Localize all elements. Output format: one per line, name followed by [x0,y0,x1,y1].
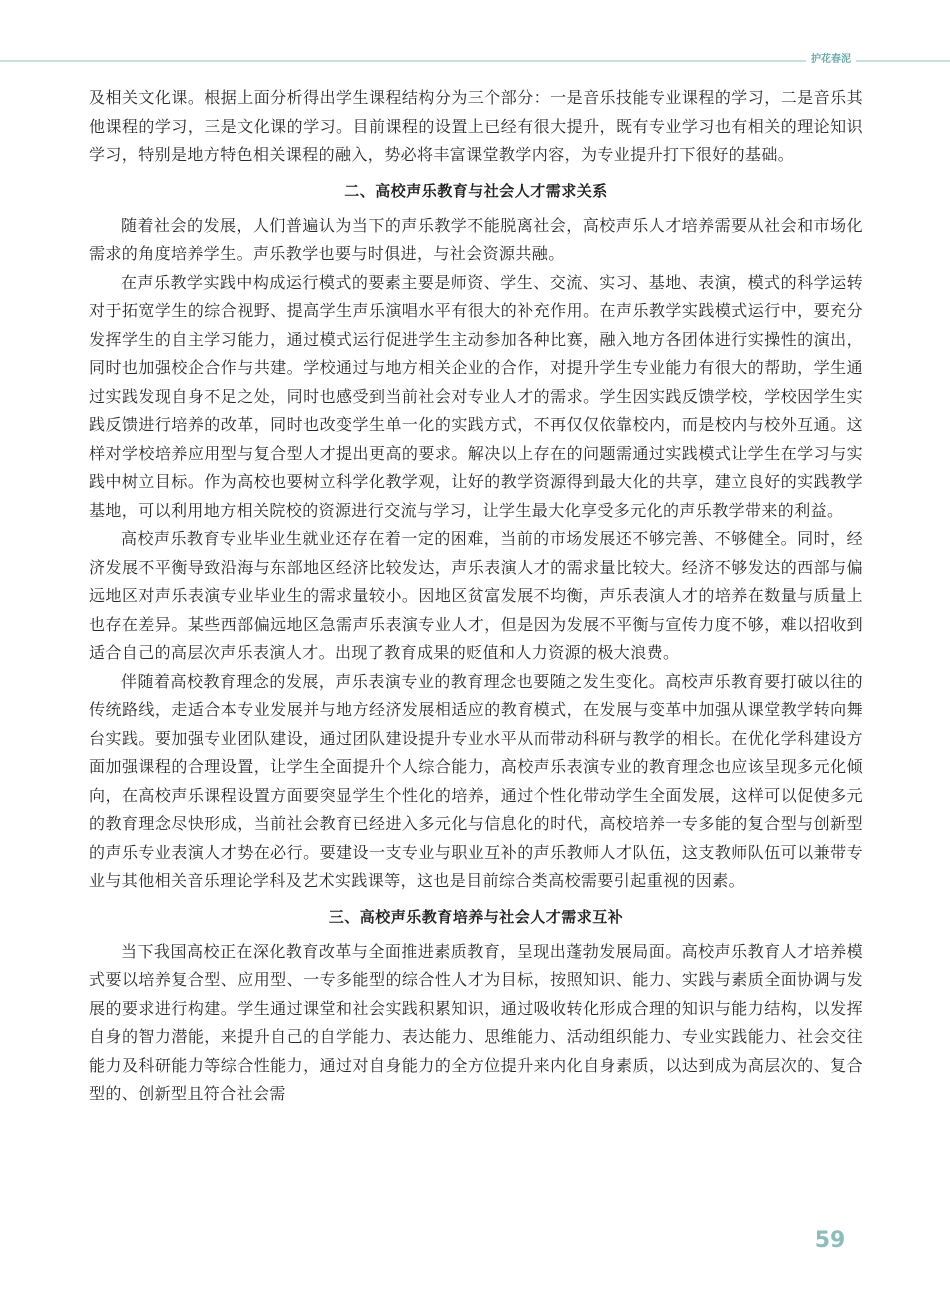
paragraph: 在声乐教学实践中构成运行模式的要素主要是师资、学生、交流、实习、基地、表演，模式的科学运转对于拓宽学生的综合视野、提高学生声乐演唱水平有很大的补充作用。在声乐教学实践模式运行中，要充分发挥学生的自主学习能力，通过模式运行促进学生主动参加各种比赛，融入地方各团体进行实操性的演出，同时也加强校企合作与共建。学校通过与地方相关企业的合作，对提升学生专业能力有很大的帮助，学生通过实践发现自身不足之处，同时也感受到当前社会对专业人才的需求。学生因实践反馈学校，学校因学生实践反馈进行培养的改革，同时也改变学生单一化的实践方式，不再仅仅依靠校内，而是校内与校外互通。这样对学校培养应用型与复合型人才提出更高的要求。解决以上存在的问题需通过实践模式让学生在学习与实践中树立目标。作为高校也要树立科学化教学观，让好的教学资源得到最大化的共享，建立良好的实践教学基地，可以利用地方相关院校的资源进行交流与学习，让学生最大化享受多元化的声乐教学带来的利益。 [89,272,863,520]
section-heading-3: 三、高校声乐教育培养与社会人才需求互补 [328,907,624,926]
paragraph: 高校声乐教育专业毕业生就业还存在着一定的困难，当前的市场发展还不够完善、不够健全。同时，经济发展不平衡导致沿海与东部地区经济比较发达，声乐表演人才的需求量比较大。经济不够发达的西部与偏远地区对声乐表演专业毕业生的需求量较小。因地区贫富发展不均衡，声乐表演人才的培养在数量与质量上也存在差异。某些西部偏远地区急需声乐表演专业人才，但是因为发展不平衡与宣传力度不够，难以招收到适合自己的高层次声乐表演人才。出现了教育成果的贬值和人力资源的极大浪费。 [89,529,863,662]
header-rule-left [0,60,806,62]
article-body [89,84,863,1109]
page-number: 59 [814,1228,846,1253]
paragraph: 伴随着高校教育理念的发展，声乐表演专业的教育理念也要随之发生变化。高校声乐教育要打破以往的传统路线，走适合本专业发展并与地方经济发展相适应的教育模式，在发展与变革中加强从课堂教学转向舞台实践。要加强专业团队建设，通过团队建设提升专业水平从而带动科研与教学的相长。在优化学科建设方面加强课程的合理设置，让学生全面提升个人综合能力，高校声乐表演专业的教育理念也应该呈现多元化倾向，在高校声乐课程设置方面要突显学生个性化的培养，通过个性化带动学生全面发展，这样可以促使多元的教育理念尽快形成，当前社会教育已经进入多元化与信息化的时代，高校培养一专多能的复合型与创新型的声乐专业表演人才势在必行。要建设一支专业与职业互补的声乐教师人才队伍，这支教师队伍可以兼带专业与其他相关音乐理论学科及艺术实践课等，这也是目前综合类高校需要引起重视的因素。 [89,671,863,890]
header-rule-right [856,60,950,62]
paragraph-continued: 及相关文化课。根据上面分析得出学生课程结构分为三个部分：一是音乐技能专业课程的学习，二是音乐其他课程的学习，三是文化课的学习。目前课程的设置上已经有很大提升，既有专业学习也有相关的理论知识学习，特别是地方特色相关课程的融入，势必将丰富课堂教学内容，为专业提升打下很好的基础。 [89,88,863,164]
journal-name: 护花春泥 [811,54,851,65]
paragraph: 当下我国高校正在深化教育改革与全面推进素质教育，呈现出蓬勃发展局面。高校声乐教育人才培养模式要以培养复合型、应用型、一专多能型的综合性人才为目标，按照知识、能力、实践与素质全面协调与发展的要求进行构建。学生通过课堂和社会实践积累知识，通过吸收转化形成合理的知识与能力结构，以发挥自身的智力潜能，来提升自己的自学能力、表达能力、思维能力、活动组织能力、专业实践能力、社会交往能力及科研能力等综合性能力，通过对自身能力的全方位提升来内化自身素质，以达到成为高层次的、复合型的、创新型且符合社会需 [89,941,863,1103]
paragraph: 随着社会的发展，人们普遍认为当下的声乐教学不能脱离社会，高校声乐人才培养需要从社会和市场化需求的角度培养学生。声乐教学也要与时俱进，与社会资源共融。 [89,215,863,263]
section-heading-2: 二、高校声乐教育与社会人才需求关系 [344,181,608,200]
